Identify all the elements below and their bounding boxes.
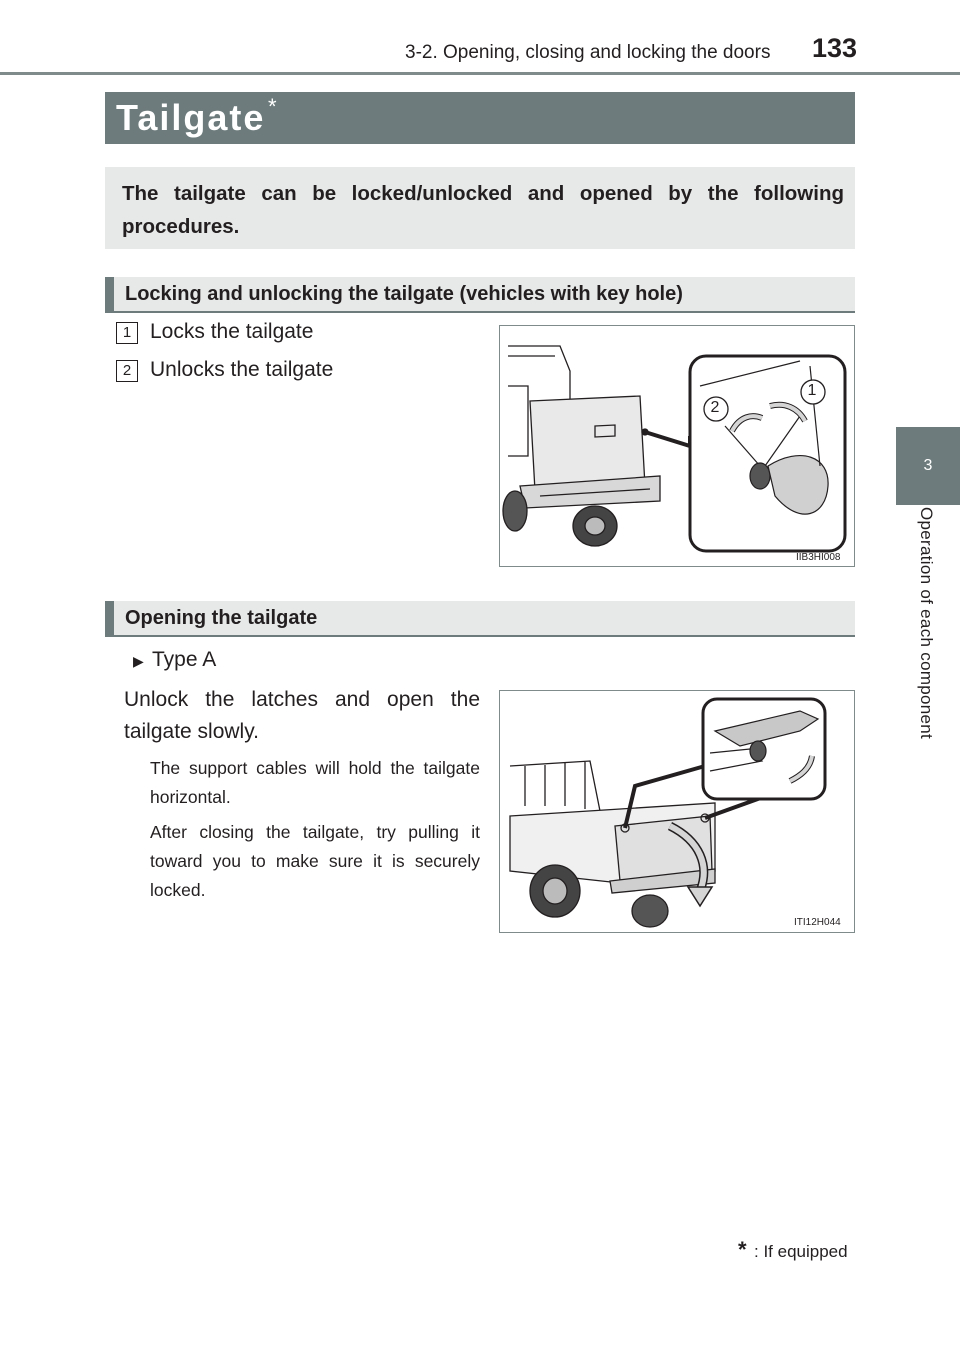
intro-text: The tailgate can be locked/unlocked and opened by the following procedures.	[122, 182, 844, 238]
figure-code: IIB3HI008	[796, 552, 841, 563]
type-label: Type A	[152, 648, 217, 671]
figure-key-hole	[499, 325, 855, 567]
chapter-title-wrap	[896, 507, 960, 827]
figure-code: ITI12H044	[794, 917, 841, 928]
section-marker	[105, 601, 114, 637]
callout-2: 2	[710, 399, 720, 416]
truck-tailgate-illustration	[500, 691, 853, 931]
chapter-tab: 3	[896, 427, 960, 505]
item-number-1: 1	[116, 322, 138, 344]
section-heading: Locking and unlocking the tailgate (vehicles with key hole)	[125, 283, 683, 305]
note-securely-locked: After closing the tailgate, try pulling it toward you to make sure it is securely locked.	[150, 822, 480, 900]
triangle-bullet-icon: ▶	[133, 653, 144, 669]
note-support-cables: The support cables will hold the tailgate horizontal.	[150, 758, 480, 807]
callout-1: 1	[807, 382, 817, 399]
truck-rear-key-illustration	[500, 326, 853, 565]
section-header-locking	[105, 277, 855, 313]
footnote-text: : If equipped	[754, 1242, 848, 1261]
item-label-unlock: Unlocks the tailgate	[150, 358, 334, 381]
running-header-section: 3-2. Opening, closing and locking the doors	[405, 42, 771, 63]
section-header-opening	[105, 601, 855, 637]
title-asterisk: *	[268, 94, 277, 119]
page-number: 133	[812, 33, 858, 63]
footnote-asterisk: *	[738, 1237, 747, 1262]
chapter-title: Operation of each component	[917, 507, 936, 740]
section-heading: Opening the tailgate	[125, 607, 318, 629]
instruction-text: Unlock the latches and open the tailgate slowly.	[124, 688, 480, 743]
section-marker	[105, 277, 114, 313]
header-rule	[0, 72, 960, 75]
figure-tailgate-open	[499, 690, 855, 933]
item-label-lock: Locks the tailgate	[150, 320, 314, 343]
page-title: Tailgate	[116, 97, 266, 138]
item-number-2: 2	[116, 360, 138, 382]
